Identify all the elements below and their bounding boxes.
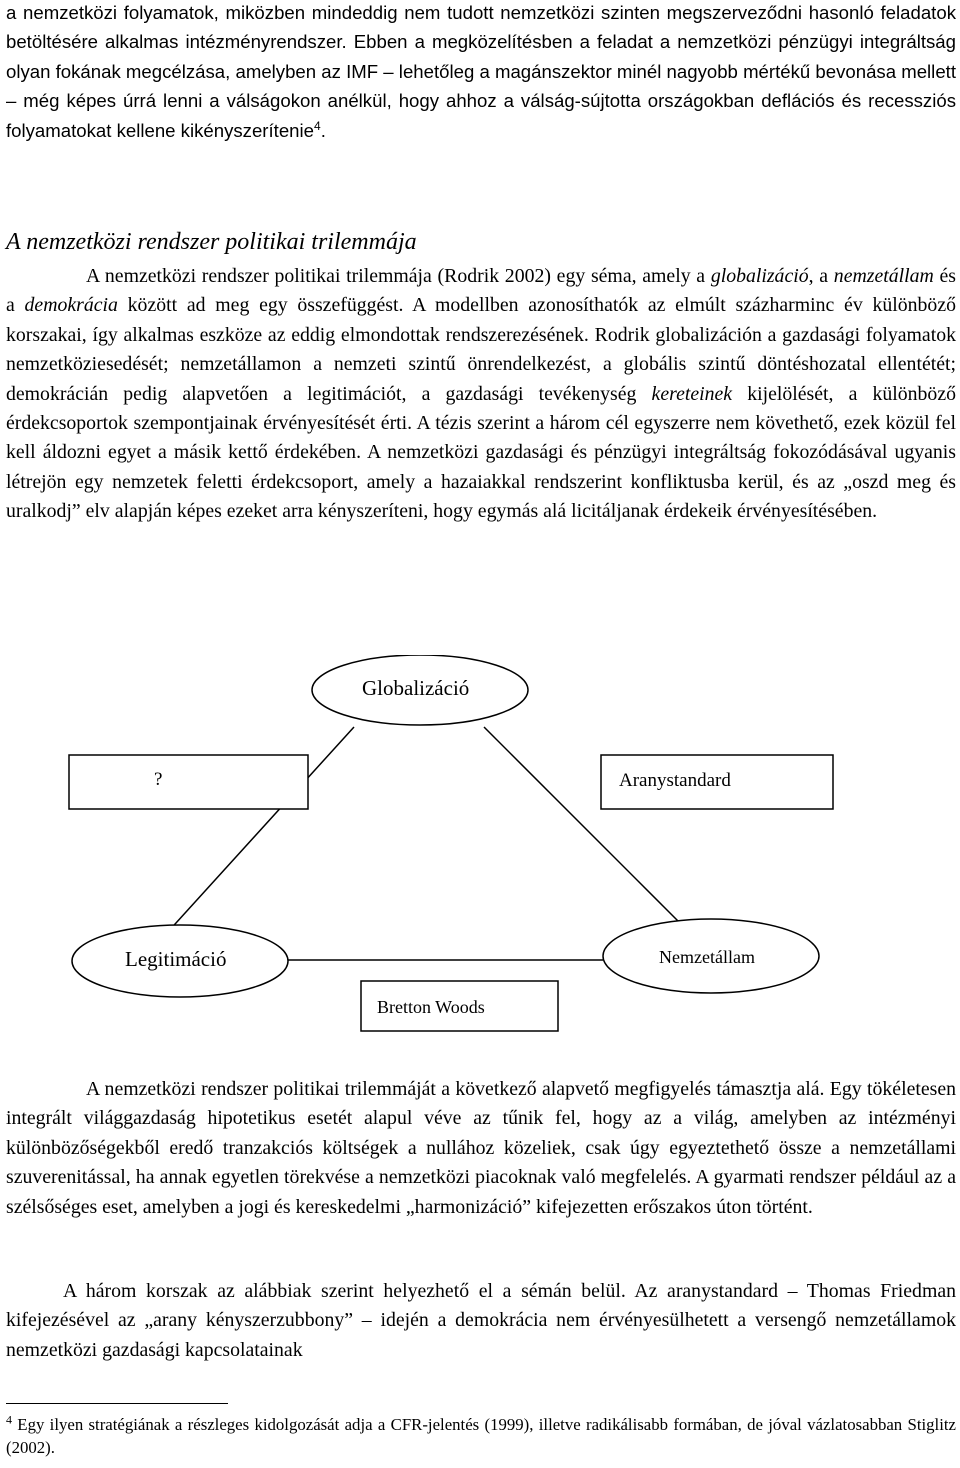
node-globalization-label: Globalizáció — [362, 676, 470, 700]
trilemma-diagram — [6, 655, 960, 1045]
paragraph-trilemma — [6, 262, 956, 527]
box-unknown — [69, 755, 308, 809]
paragraph-intro-end: . — [320, 119, 326, 141]
box-unknown-label: ? — [154, 769, 163, 790]
footnote-separator — [6, 1403, 228, 1404]
node-legitimation-label: Legitimáció — [125, 947, 227, 971]
term-nation-state: nemzetállam — [833, 265, 934, 287]
box-bretton-woods-label: Bretton Woods — [377, 997, 485, 1017]
paragraph-intro — [6, 0, 956, 145]
trilemma-diagram-graphics — [6, 655, 960, 1045]
paragraph-three-eras: A három korszak az alábbiak szerint helyezhető el a sémán belül. Az aranystandard – Thomas Friedman kifejezésével az „arany kényszerzubbony” – idején a demokrácia nem érvényesülhetett a versengő nemzetállamok nemzetközi gazdasági kapcsolatainak — [6, 1280, 956, 1361]
text-run: és a — [6, 265, 956, 317]
text-run: között ad meg egy összefüggést. A modellben azonosíthatók az elmúlt százharminc év különböző korszakai, így alkalmas eszköze az eddig elmondottak rendszerezésének. Rodrik globalizáción a gazdasági folyamatok nemzetköziesedését; nemzetállamon a nemzeti szintű önrendelkezést, a globális szintű döntéshozatal ellentétét; demokrácián pedig alapvetően a legitimációt, a gazdasági tevékenység — [6, 294, 956, 405]
footnote — [6, 1413, 956, 1459]
footnote-text: Egy ilyen stratégiának a részleges kidolgozását adja a CFR-jelentés (1999), illetve radikálisabb formában, de jóval vázlatosabban Stiglitz (2002). — [6, 1415, 956, 1457]
node-nation-state-label: Nemzetállam — [659, 947, 755, 967]
term-globalization: globalizáció — [710, 265, 809, 287]
box-gold-standard-label: Aranystandard — [619, 770, 731, 791]
text-run: kijelölését, a különböző érdekcsoportok szempontjainak érvényesítését érti. A tézis szerint a három cél egyszerre nem követhető, ezek közül fel kell áldozni egyet a másik kettő érdekében. A nemzetközi gazdasági és pénzügyi integráltság fokozódásával ugyanis létrejön egy nemzetek feletti érdekcsoport, amely a hazaiakkal rendszerint konfliktusba kerül, és az „oszd meg és uralkodj” elv alapján képes ezeket arra kényszeríteni, hogy egymás alá licitáljanak érdekeik érvényesítésében. — [6, 382, 956, 523]
paragraph-intro-text: a nemzetközi folyamatok, miközben mindeddig nem tudott nemzetközi szinten megszerveződni hasonló feladatok betöltésére alkalmas intézményrendszer. Ebben a megközelítésben a feladat a nemzetközi pénzügyi integráltság olyan fokának megcélzása, amelyben az IMF – lehetőleg a magánszektor minél nagyobb mértékű bevonása mellett – még képes úrrá lenni a válságokon anélkül, hogy ahhoz a válság-sújtotta országokban deflációs és recessziós folyamatokat kellene kikényszerítenie — [6, 2, 956, 141]
section-heading: A nemzetközi rendszer politikai trilemmája — [6, 229, 417, 255]
text-run: , a — [808, 265, 834, 287]
term-democracy: demokrácia — [24, 294, 118, 317]
footnote-number: 4 — [6, 1412, 12, 1427]
footnote-reference[interactable]: 4 — [314, 118, 321, 133]
paragraph-observation: A nemzetközi rendszer politikai trilemmáját a következő alapvető megfigyelés támasztja alá. Egy tökéletesen integrált világgazdaság hipotetikus esetét alapul véve az tűnik fel, hogy az a világ, amelyben az intézményi különbözőségekből eredő tranzakciós költségek a nullához közeliek, csak úgy egyeztethető össze a nemzetállami szuverenitással, ha annak egyetlen törekvése a nemzetközi piacoknak való megfelelés. A gyarmati rendszer például az a szélsőséges eset, amelyben a jogi és kereskedelmi „harmonizáció” kifejezetten erőszakos úton történt. — [6, 1078, 956, 1218]
text-run: A nemzetközi rendszer politikai trilemmája (Rodrik 2002) egy séma, amely a — [86, 265, 711, 287]
term-frameworks: kereteinek — [651, 382, 733, 405]
